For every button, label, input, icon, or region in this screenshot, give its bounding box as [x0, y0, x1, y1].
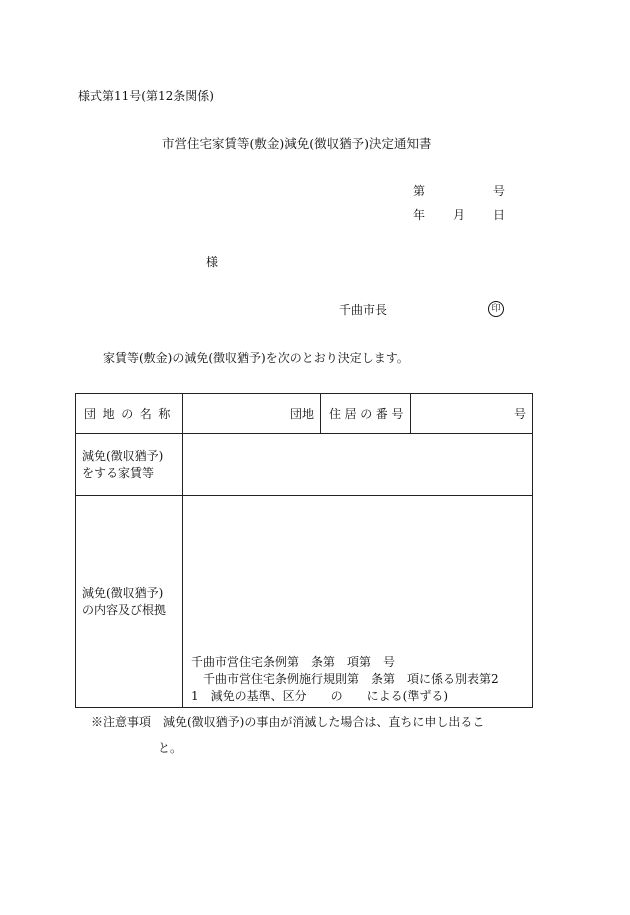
seal-mark: 印: [488, 301, 504, 317]
content-label-line1: 減免(徴収猶予): [82, 585, 164, 600]
date-year-label: 年: [413, 208, 426, 222]
basis-line2: 千曲市営住宅条例施行規則第 条第 項に係る別表第2: [203, 672, 499, 686]
form-number: 様式第11号(第12条関係): [78, 89, 214, 103]
document-title: 市営住宅家賃等(敷金)減免(徴収猶予)決定通知書: [162, 136, 432, 151]
intro-text: 家賃等(敷金)の減免(徴収猶予)を次のとおり決定します。: [103, 351, 409, 365]
unit-number-cell[interactable]: [411, 394, 533, 434]
rent-label-line2: をする家賃等: [82, 465, 155, 480]
decision-table: [75, 393, 533, 708]
table-row: [76, 434, 533, 496]
date-day-label: 日: [493, 208, 506, 222]
table-row: [76, 496, 533, 708]
rent-label: [76, 434, 183, 496]
basis-line1: 千曲市営住宅条例第 条第 項第 号: [191, 655, 396, 669]
note-line2: と。: [158, 741, 183, 755]
complex-name-label: 団地の名称: [76, 394, 183, 434]
rent-value-cell[interactable]: [183, 434, 533, 496]
content-label-line2: の内容及び根拠: [82, 602, 167, 617]
issuer-name: 千曲市長: [339, 303, 388, 317]
unit-suffix: 号: [513, 407, 526, 421]
table-row: [76, 394, 533, 434]
note-line1: ※注意事項 減免(徴収猶予)の事由が消滅した場合は、直ちに申し出るこ: [91, 715, 485, 729]
date-month-label: 月: [453, 208, 466, 222]
addressee-suffix: 様: [206, 255, 219, 269]
content-label: [76, 496, 183, 708]
complex-suffix: 団地: [289, 407, 314, 421]
complex-name-cell[interactable]: [183, 394, 321, 434]
document-number-suffix: 号: [493, 184, 506, 198]
rent-label-line1: 減免(徴収猶予): [82, 448, 164, 463]
document-number-prefix: 第: [413, 184, 426, 198]
content-basis-cell[interactable]: [183, 496, 533, 708]
basis-line3: 1 減免の基準、区分 の による(準ずる): [191, 689, 448, 703]
unit-number-label: 住居の番号: [321, 394, 411, 434]
